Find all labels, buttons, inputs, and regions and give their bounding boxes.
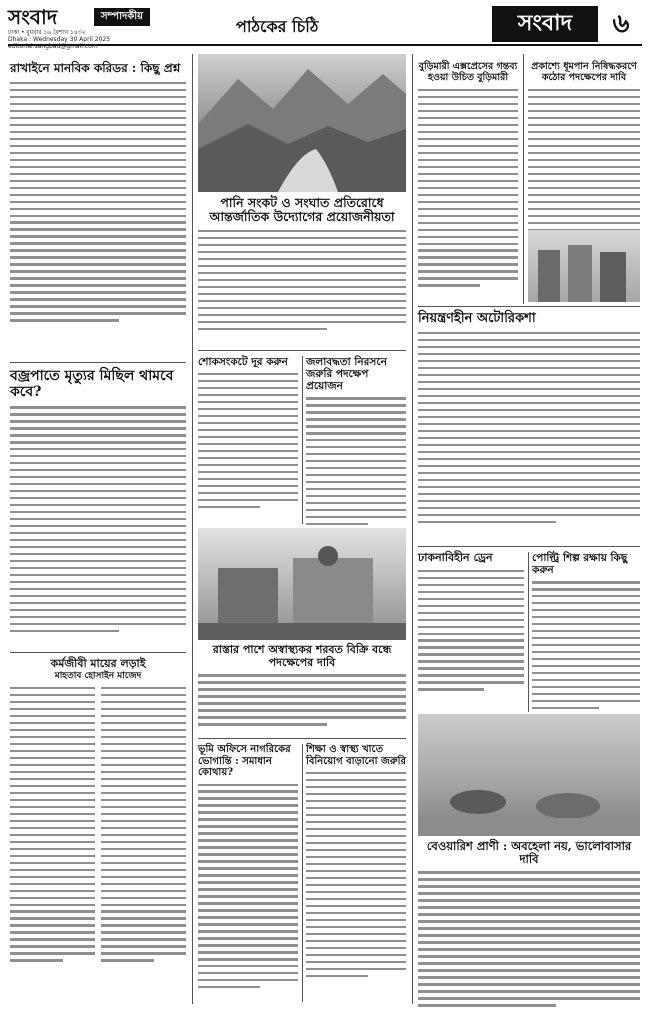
- vendor-illustration: [198, 528, 406, 640]
- article-body: [10, 406, 186, 632]
- divider: [418, 546, 640, 547]
- headline: শোকসংকটে দূর করুন: [198, 356, 288, 368]
- dateline-bn: ঢাকা • বুধবার ১৬ বৈশাখ ১৪৩২: [8, 29, 86, 36]
- headline: বজ্রপাতে মৃত্যুর মিছিল থামবে কবে?: [10, 368, 174, 401]
- column-rule: [412, 54, 413, 1004]
- article-body: [418, 570, 524, 691]
- article-body: [10, 82, 186, 322]
- headline: পোল্ট্রি শিল্প রক্ষায় কিছু করুন: [532, 552, 628, 577]
- divider: [198, 738, 406, 739]
- article-body: [10, 687, 95, 966]
- article-water-crisis: [198, 196, 406, 335]
- article-education-health: [306, 744, 406, 982]
- page-number: ৬: [612, 9, 630, 39]
- column-rule: [528, 552, 529, 712]
- divider: [418, 306, 640, 307]
- column-rule: [302, 744, 303, 1002]
- newspaper-logo: সংবাদ: [8, 6, 104, 28]
- article-body: [418, 871, 640, 1006]
- article-body: [418, 332, 640, 523]
- article-body: [418, 89, 518, 287]
- article-stray-animals: [418, 840, 640, 1011]
- article-open-drain: [418, 552, 524, 695]
- article-grief: [198, 356, 298, 513]
- editorial-label: সম্পাদকীয়: [94, 8, 150, 26]
- divider: [10, 362, 186, 363]
- photo-street-vendor: [198, 528, 406, 640]
- headline: ভূমি অফিসে নাগরিকের ভোগান্তি : সমাধান কোথায়?: [198, 744, 291, 778]
- dateline-en: Dhaka : Wednesday 30 April 2025: [8, 36, 111, 43]
- article-land-office: [198, 744, 298, 993]
- headline: কর্মজীবী মায়ের লড়াই: [50, 657, 146, 670]
- article-body: [198, 230, 406, 330]
- headline: বুড়িমারী এক্সপ্রেসের গন্তব্য হওয়া উচিত বুড়িমারী: [418, 61, 518, 83]
- newspaper-logo-right: সংবাদ: [492, 6, 598, 42]
- column-rule: [523, 54, 524, 304]
- photo-stray-animals: [418, 714, 640, 836]
- headline: জলাবদ্ধতা নিরসনে জরুরি পদক্ষেপ প্রয়োজন: [306, 356, 387, 393]
- dateline: [8, 29, 110, 43]
- editorial-email[interactable]: editorial.sangbad@gmail.com: [8, 43, 98, 50]
- article-working-mother: [10, 658, 186, 966]
- headline: বেওয়ারিশ প্রাণী : অবহেলা নয়, ভালোবাসার দাবি: [426, 839, 632, 867]
- mountain-illustration: [198, 54, 406, 192]
- divider: [198, 350, 406, 351]
- headline: রাখাইনে মানবিক করিডর : কিছু প্রশ্ন: [10, 61, 181, 75]
- article-lightning: [10, 368, 186, 637]
- article-sherbet: [198, 644, 406, 730]
- article-body: [101, 687, 186, 966]
- photo-smoking: [528, 230, 640, 302]
- article-rakhine: [10, 62, 186, 326]
- headline: পানি সংকট ও সংঘাত প্রতিরোধে আন্তর্জাতিক উদ্যোগের প্রয়োজনীয়তা: [209, 195, 395, 225]
- article-body: [198, 674, 406, 725]
- photo-river-gorge: [198, 54, 406, 192]
- headline: ঢাকনাবিহীন ড্রেন: [418, 551, 493, 564]
- article-body: [306, 772, 406, 977]
- column-rule: [192, 54, 193, 1004]
- headline: শিক্ষা ও স্বাস্থ্য খাতে বিনিয়োগ বাড়ানো জরুরি: [306, 744, 406, 767]
- article-autorickshaw: [418, 312, 640, 528]
- column-rule: [302, 356, 303, 524]
- article-body: [198, 373, 298, 508]
- article-burimari: [418, 62, 518, 291]
- author: মাহতাব হোসাইন মাজেদ: [54, 670, 142, 681]
- article-body: [198, 784, 298, 989]
- section-title: পাঠকের চিঠি: [236, 17, 319, 36]
- article-body: [532, 581, 640, 709]
- headline: প্রকাশ্যে ধূমপান নিষিদ্ধকরণে কঠোর পদক্ষেপের দাবি: [531, 61, 637, 83]
- article-body: [306, 397, 406, 525]
- divider: [10, 652, 186, 653]
- dogs-illustration: [418, 714, 640, 836]
- article-poultry: [532, 552, 640, 714]
- headline: রাস্তার পাশে অস্বাস্থ্যকর শরবত বিক্রি বন্ধে পদক্ষেপের দাবি: [212, 643, 392, 669]
- article-waterlogging: [306, 356, 406, 530]
- crowd-illustration: [528, 230, 640, 302]
- headline: নিয়ন্ত্রণহীন অটোরিকশা: [418, 311, 536, 326]
- masthead: [8, 5, 642, 50]
